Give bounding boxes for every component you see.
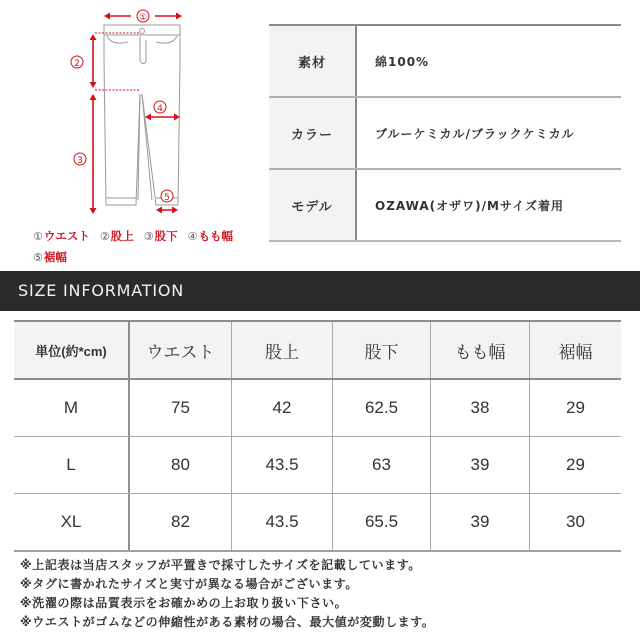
table-cell: 43.5 (232, 437, 333, 493)
diagram-legend (33, 226, 239, 268)
spec-value: OZAWA(オザワ)/Mサイズ着用 (375, 198, 564, 213)
table-cell: 42 (232, 380, 333, 436)
table-cell: 38 (431, 380, 530, 436)
size-label: L (14, 437, 130, 493)
section-header-bar (0, 271, 640, 311)
header-cell-thigh: もも幅 (431, 322, 530, 378)
table-cell: 39 (431, 494, 530, 550)
svg-text:①: ① (138, 13, 148, 23)
spec-value: ブルーケミカル/ブラックケミカル (375, 126, 575, 141)
spec-row-color (269, 98, 621, 170)
size-label: M (14, 380, 130, 436)
table-cell: 82 (130, 494, 232, 550)
spec-row-model (269, 170, 621, 242)
header-cell-unit: 単位(約*cm) (14, 322, 130, 378)
header-cell-inseam: 股下 (333, 322, 431, 378)
legend-item-rise: ②股上 (99, 229, 134, 243)
size-notes (20, 556, 435, 632)
note-line: ※洗濯の際は品質表示をお確かめの上お取り扱い下さい。 (20, 596, 348, 610)
table-cell: 29 (566, 398, 585, 417)
spec-label: カラー (269, 98, 357, 168)
note-line: ※上記表は当店スタッフが平置きで採寸したサイズを記載しています。 (20, 558, 421, 572)
table-cell: 75 (130, 380, 232, 436)
table-cell: 62.5 (333, 380, 431, 436)
product-spec-table (269, 24, 621, 242)
legend-item-inseam: ③股下 (143, 229, 178, 243)
table-row (14, 494, 621, 552)
table-row (14, 380, 621, 437)
legend-item-hem: ⑤裾幅 (33, 250, 67, 264)
measurement-diagram (0, 0, 250, 265)
table-cell: 43.5 (232, 494, 333, 550)
table-cell: 65.5 (333, 494, 431, 550)
svg-text:2: 2 (74, 59, 80, 69)
legend-item-thigh: ④もも幅 (187, 229, 234, 243)
table-cell: 63 (333, 437, 431, 493)
spec-label: 素材 (269, 26, 357, 96)
legend-item-waist: ①ウエスト (33, 229, 90, 243)
note-line: ※ウエストがゴムなどの伸縮性がある素材の場合、最大値が変動します。 (20, 615, 435, 629)
table-cell: 29 (566, 455, 585, 474)
header-cell-hem: 裾幅 (558, 342, 593, 362)
svg-text:4: 4 (157, 104, 163, 114)
table-cell: 80 (130, 437, 232, 493)
table-cell: 30 (566, 512, 585, 531)
table-cell: 39 (431, 437, 530, 493)
svg-text:5: 5 (164, 193, 170, 203)
size-table (14, 320, 621, 552)
spec-label: モデル (269, 170, 357, 240)
header-cell-waist: ウエスト (130, 322, 232, 378)
note-line: ※タグに書かれたサイズと実寸が異なる場合がございます。 (20, 577, 358, 591)
table-header-row (14, 322, 621, 380)
spec-value: 綿100% (375, 54, 430, 69)
table-row (14, 437, 621, 494)
header-cell-rise: 股上 (232, 322, 333, 378)
size-label: XL (14, 494, 130, 550)
pants-illustration-icon (0, 0, 250, 225)
spec-row-material (269, 26, 621, 98)
section-title: SIZE INFORMATION (18, 281, 184, 300)
svg-text:3: 3 (77, 156, 83, 166)
